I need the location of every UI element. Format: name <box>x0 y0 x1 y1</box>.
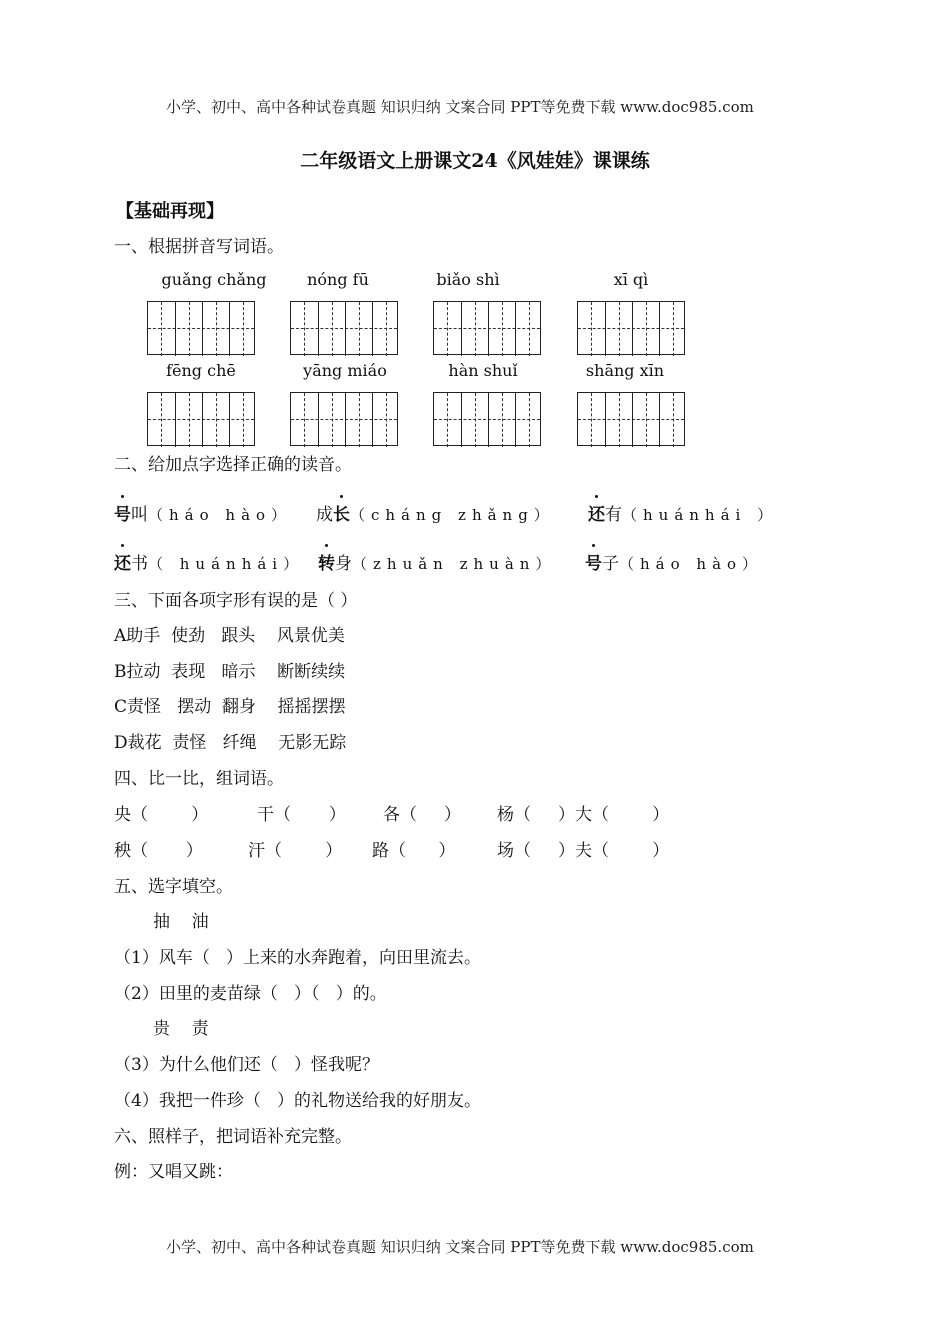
q5-sentence-1: （1）风车（ ）上来的水奔跑着，向田里流去。 <box>114 948 482 968</box>
writing-grid[interactable] <box>147 301 255 355</box>
pinyin-7: hàn shuǐ <box>448 361 518 380</box>
writing-grid[interactable] <box>433 301 541 355</box>
page-title: 二年级语文上册课文24《风娃娃》课课练 <box>300 150 650 172</box>
q5-choices-2: 贵 责 <box>153 1019 209 1039</box>
q5-heading: 五、选字填空。 <box>114 877 233 897</box>
q3-option-c: C责怪 摆动 翻身 摇摇摆摆 <box>114 697 346 717</box>
q2-item-2: 成长（cháng zhǎng） <box>316 500 555 525</box>
writing-grid[interactable] <box>577 392 685 446</box>
q3-option-d: D裁花 责怪 纤绳 无影无踪 <box>114 733 347 753</box>
pinyin-1: guǎng chǎng <box>161 270 267 289</box>
q6-heading: 六、照样子，把词语补充完整。 <box>114 1127 352 1147</box>
q4-heading: 四、比一比，组词语。 <box>114 769 284 789</box>
writing-grid[interactable] <box>433 392 541 446</box>
q4-word-5: 秧（ ） <box>114 841 203 861</box>
q3-option-b: B拉动 表现 暗示 断断续续 <box>114 662 346 682</box>
q3-option-a: A助手 使劲 跟头 风景优美 <box>114 626 345 646</box>
q4-word-1: 央（ ） <box>114 805 209 825</box>
q4-word-7: 路（ ） <box>372 841 456 861</box>
page-footer: 小学、初中、高中各种试卷真题 知识归纳 文案合同 PPT等免费下载 www.doc985.com <box>166 1238 754 1256</box>
q4-word-2: 干（ ） <box>257 805 346 825</box>
q2-item-5: 转身（zhuǎn zhuàn） <box>318 549 556 574</box>
writing-grid[interactable] <box>577 301 685 355</box>
q2-item-3: 还有（huánhái ） <box>588 500 778 525</box>
q4-word-4: 杨（ ）大（ ） <box>497 805 670 825</box>
pinyin-4: xī qì <box>613 270 649 289</box>
pinyin-5: fēng chē <box>166 361 236 380</box>
q2-item-4: 还书（ huánhái） <box>114 549 304 574</box>
writing-grid[interactable] <box>290 301 398 355</box>
writing-grid[interactable] <box>147 392 255 446</box>
q5-sentence-2: （2）田里的麦苗绿（ ）（ ）的。 <box>114 984 387 1004</box>
q2-item-1: 号叫（háo hào） <box>114 500 292 525</box>
pinyin-8: shāng xīn <box>585 361 665 380</box>
q1-heading: 一、根据拼音写词语。 <box>114 237 284 257</box>
writing-grid[interactable] <box>290 392 398 446</box>
q6-example: 例：又唱又跳： <box>114 1162 233 1182</box>
q2-item-6: 号子（háo hào） <box>585 549 763 574</box>
pinyin-3: biǎo shì <box>436 270 500 289</box>
pinyin-2: nóng fū <box>307 270 369 289</box>
section-label: 【基础再现】 <box>116 201 224 222</box>
q3-heading: 三、下面各项字形有误的是（ ） <box>114 591 358 611</box>
page-header: 小学、初中、高中各种试卷真题 知识归纳 文案合同 PPT等免费下载 www.doc985.com <box>166 98 754 116</box>
q2-heading: 二、给加点字选择正确的读音。 <box>114 455 352 475</box>
q5-sentence-3: （3）为什么他们还（ ）怪我呢？ <box>114 1055 380 1075</box>
q5-sentence-4: （4）我把一件珍（ ）的礼物送给我的好朋友。 <box>114 1091 482 1111</box>
q4-word-3: 各（ ） <box>383 805 462 825</box>
q4-word-8: 场（ ）夫（ ） <box>497 841 670 861</box>
pinyin-6: yāng miáo <box>303 361 387 380</box>
q4-word-6: 汗（ ） <box>248 841 343 861</box>
q5-choices-1: 抽 油 <box>153 912 209 932</box>
